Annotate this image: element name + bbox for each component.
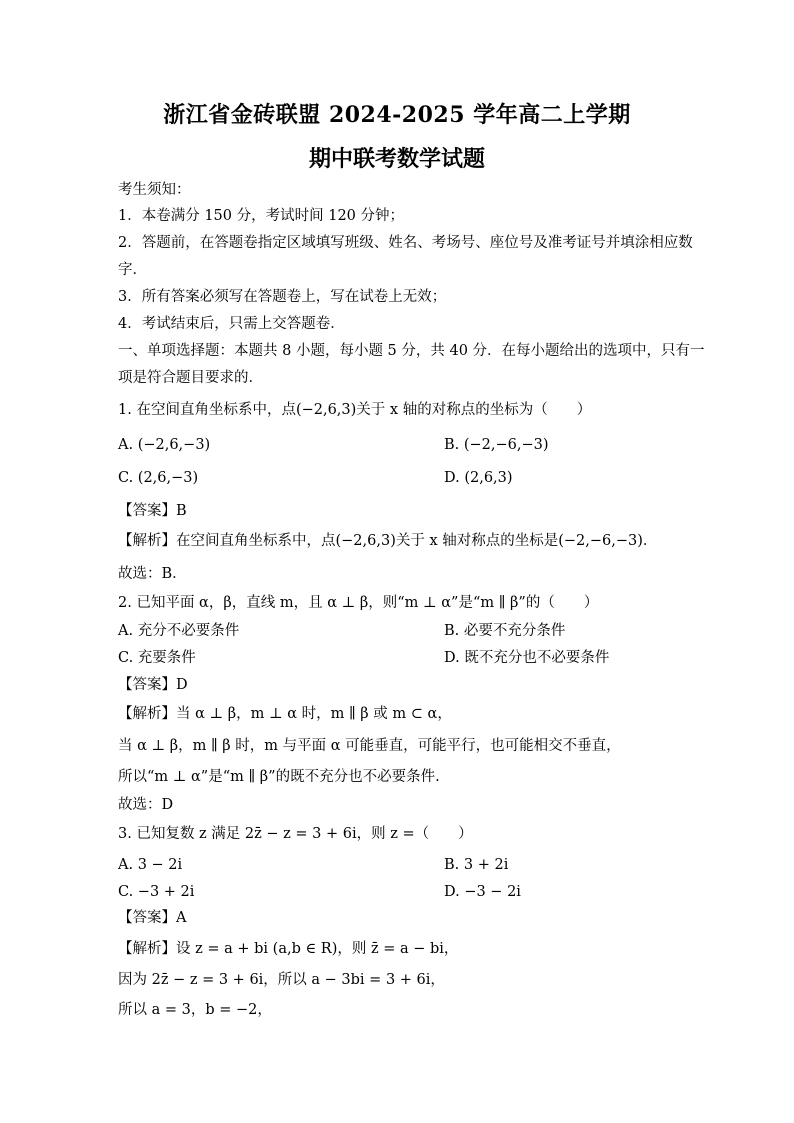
q1-conclusion: 故选：B． — [118, 566, 187, 582]
notice-item-2: 2．答题前，在答题卷指定区域填写班级、姓名、考场号、座位号及准考证号并填涂相应数 — [118, 235, 693, 251]
q3-option-a: A. 3 − 2i — [118, 857, 183, 873]
q3-answer: 【答案】A — [118, 910, 187, 926]
q3-analysis-1: 【解析】设 z = a + bi (a,b ∈ R)，则 z̄ = a − bi， — [118, 941, 459, 957]
notice-item-4: 4．考试结束后，只需上交答题卷． — [118, 316, 345, 332]
q3-option-b: B. 3 + 2i — [444, 857, 509, 873]
q2-answer: 【答案】D — [118, 677, 188, 693]
q2-stem: 2. 已知平面 α，β，直线 m，且 α ⊥ β，则“m ⊥ α”是“m ∥ β”的（ ） — [118, 595, 599, 611]
q2-option-d: D. 既不充分也不必要条件 — [444, 650, 610, 666]
section1-heading-cont: 项是符合题目要求的． — [118, 370, 263, 386]
exam-title-line1: 浙江省金砖联盟 2024-2025 学年高二上学期 — [163, 102, 631, 128]
notice-item-2-cont: 字． — [118, 262, 147, 278]
q2-option-c: C. 充要条件 — [118, 650, 196, 666]
q1-analysis: 【解析】在空间直角坐标系中，点(−2,6,3)关于 x 轴对称点的坐标是(−2,−6,−3)． — [118, 533, 658, 549]
notice-heading: 考生须知： — [118, 182, 191, 198]
section1-heading: 一、单项选择题：本题共 8 小题，每小题 5 分，共 40 分．在每小题给出的选项中，只有一 — [118, 343, 705, 359]
q2-analysis-1: 【解析】当 α ⊥ β，m ⊥ α 时，m ∥ β 或 m ⊂ α， — [118, 706, 452, 722]
q1-answer: 【答案】B — [118, 503, 187, 519]
q3-analysis-2: 因为 2z̄ − z = 3 + 6i，所以 a − 3bi = 3 + 6i， — [118, 972, 445, 988]
q3-option-d: D. −3 − 2i — [444, 884, 521, 900]
q1-option-a: A. (−2,6,−3) — [118, 437, 211, 453]
q1-option-b: B. (−2,−6,−3) — [444, 437, 549, 453]
q2-option-a: A. 充分不必要条件 — [118, 623, 240, 639]
q3-stem: 3. 已知复数 z 满足 2z̄ − z = 3 + 6i，则 z =（ ） — [118, 826, 473, 842]
q2-conclusion: 故选：D — [118, 797, 174, 813]
q1-stem: 1. 在空间直角坐标系中，点(−2,6,3)关于 x 轴的对称点的坐标为（ ） — [118, 402, 592, 418]
q2-analysis-3: 所以“m ⊥ α”是“m ∥ β”的既不充分也不必要条件. — [118, 769, 440, 785]
notice-item-1: 1．本卷满分 150 分，考试时间 120 分钟； — [118, 208, 405, 224]
q2-analysis-2: 当 α ⊥ β，m ∥ β 时，m 与平面 α 可能垂直，可能平行，也可能相交不垂直， — [118, 738, 621, 754]
q2-option-b: B. 必要不充分条件 — [444, 623, 566, 639]
q1-option-c: C. (2,6,−3) — [118, 470, 199, 486]
exam-title-line2: 期中联考数学试题 — [308, 146, 485, 172]
q3-analysis-3: 所以 a = 3，b = −2， — [118, 1002, 272, 1018]
q1-option-d: D. (2,6,3) — [444, 470, 513, 486]
q3-option-c: C. −3 + 2i — [118, 884, 195, 900]
notice-item-3: 3．所有答案必须写在答题卷上，写在试卷上无效； — [118, 289, 447, 305]
